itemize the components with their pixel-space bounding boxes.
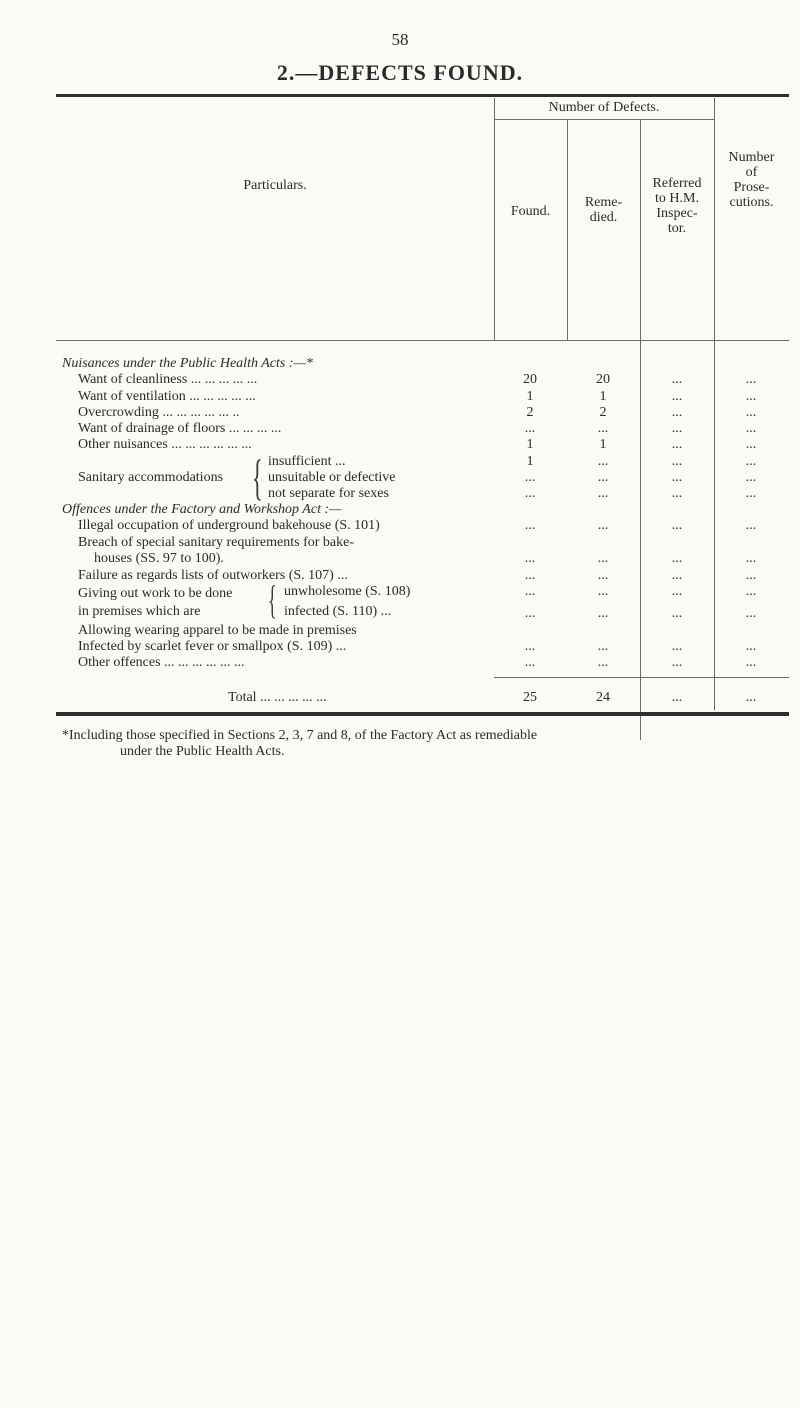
cell-prosecutions: ...: [745, 454, 757, 469]
cell-referred: ...: [671, 551, 683, 566]
row-label: Offences under the Factory and Workshop Act :—: [62, 502, 342, 517]
row-label: Other nuisances ... ... ... ... ... ...: [78, 437, 252, 452]
cell-remedied: 2: [599, 405, 607, 420]
cell-referred: ...: [671, 389, 683, 404]
total-remedied: 24: [596, 690, 610, 705]
cell-remedied: ...: [597, 551, 609, 566]
cell-referred: ...: [671, 606, 683, 621]
page-title: 2.—DEFECTS FOUND.: [276, 60, 524, 85]
cell-found: ...: [524, 606, 536, 621]
cell-prosecutions: ...: [745, 405, 757, 420]
footnote-line-2: under the Public Health Acts.: [120, 744, 285, 759]
top-rule: [56, 94, 789, 97]
group-label-giving-out-work: Giving out work to be done: [78, 586, 233, 601]
header-divider-found: [567, 120, 568, 340]
footnote-line-1: *Including those specified in Sections 2, 3, 7 and 8, of the Factory Act as remediable: [62, 728, 538, 743]
cell-referred: ...: [671, 655, 683, 670]
cell-referred: ...: [671, 470, 683, 485]
row-label: not separate for sexes: [268, 486, 389, 501]
brace-giving-out-work: {: [268, 577, 277, 622]
row-label: houses (SS. 97 to 100).: [94, 551, 224, 566]
cell-found: ...: [524, 470, 536, 485]
cell-prosecutions: ...: [745, 606, 757, 621]
header-referred-line-3: Inspec-: [656, 206, 698, 221]
cell-referred: ...: [671, 518, 683, 533]
cell-prosecutions: ...: [745, 655, 757, 670]
bottom-rule: [56, 712, 789, 716]
header-referred-line-2: to H.M.: [655, 191, 699, 206]
footnote: [62, 728, 792, 760]
cell-found: 1: [526, 437, 534, 452]
cell-remedied: ...: [597, 568, 609, 583]
cell-prosecutions: ...: [745, 551, 757, 566]
page-number: 58: [391, 30, 409, 49]
cell-remedied: ...: [597, 655, 609, 670]
cell-found: ...: [524, 568, 536, 583]
row-label: Overcrowding ... ... ... ... ... ..: [78, 405, 240, 420]
cell-prosecutions: ...: [745, 437, 757, 452]
row-label: Failure as regards lists of outworkers (S. 107) ...: [78, 568, 348, 583]
cell-found: ...: [524, 551, 536, 566]
total-referred: ...: [671, 690, 683, 705]
cell-found: 1: [526, 454, 534, 469]
row-label: Other offences ... ... ... ... ... ...: [78, 655, 245, 670]
header-prosecutions-line-1: Number: [728, 150, 775, 165]
total-prosecutions: ...: [745, 690, 757, 705]
cell-found: 20: [523, 372, 537, 387]
cell-remedied: 1: [599, 389, 607, 404]
total-label: Total ... ... ... ... ...: [228, 690, 327, 705]
row-label: Want of drainage of floors ... ... ... ...: [78, 421, 282, 436]
header-divider-particulars: [494, 98, 495, 340]
header-remedied: [567, 195, 640, 225]
header-bottom-rule: [56, 340, 789, 341]
header-referred-line-4: tor.: [667, 221, 687, 236]
defects-subheader-rule: [494, 119, 714, 120]
header-referred-line-1: Referred: [652, 176, 702, 191]
cell-found: 2: [526, 405, 534, 420]
row-label: Want of cleanliness ... ... ... ... ...: [78, 372, 258, 387]
header-prosecutions-line-4: cutions.: [729, 195, 774, 210]
cell-found: ...: [524, 518, 536, 533]
header-found: Found.: [510, 204, 551, 219]
cell-remedied: 20: [596, 372, 610, 387]
group-label-in-premises: in premises which are: [78, 604, 201, 619]
cell-remedied: 1: [599, 437, 607, 452]
row-label: insufficient ...: [268, 454, 346, 469]
cell-prosecutions: ...: [745, 421, 757, 436]
cell-remedied: ...: [597, 518, 609, 533]
cell-remedied: ...: [597, 454, 609, 469]
cell-found: ...: [524, 584, 536, 599]
cell-referred: ...: [671, 421, 683, 436]
cell-found: ...: [524, 421, 536, 436]
row-label: Breach of special sanitary requirements for bake-: [78, 535, 354, 550]
cell-prosecutions: ...: [745, 639, 757, 654]
cell-referred: ...: [671, 454, 683, 469]
cell-prosecutions: ...: [745, 372, 757, 387]
cell-remedied: ...: [597, 639, 609, 654]
cell-remedied: ...: [597, 470, 609, 485]
row-label: Infected by scarlet fever or smallpox (S. 109) ...: [78, 639, 347, 654]
header-prosecutions: [714, 150, 789, 210]
cell-remedied: ...: [597, 584, 609, 599]
header-remedied-line-2: died.: [589, 210, 618, 225]
cell-found: ...: [524, 486, 536, 501]
cell-remedied: ...: [597, 606, 609, 621]
header-prosecutions-line-3: Prose-: [733, 180, 770, 195]
cell-prosecutions: ...: [745, 486, 757, 501]
cell-referred: ...: [671, 405, 683, 420]
cell-prosecutions: ...: [745, 568, 757, 583]
total-rule: [494, 677, 789, 678]
cell-remedied: ...: [597, 486, 609, 501]
cell-remedied: ...: [597, 421, 609, 436]
header-remedied-line-1: Reme-: [584, 195, 623, 210]
cell-referred: ...: [671, 486, 683, 501]
total-found: 25: [523, 690, 537, 705]
cell-prosecutions: ...: [745, 389, 757, 404]
header-prosecutions-line-2: of: [745, 165, 758, 180]
row-label: Illegal occupation of underground bakehouse (S. 101): [78, 518, 380, 533]
cell-referred: ...: [671, 437, 683, 452]
cell-found: ...: [524, 639, 536, 654]
cell-referred: ...: [671, 372, 683, 387]
cell-referred: ...: [671, 639, 683, 654]
cell-found: ...: [524, 655, 536, 670]
cell-prosecutions: ...: [745, 470, 757, 485]
row-label: unsuitable or defective: [268, 470, 396, 485]
row-label: Nuisances under the Public Health Acts :—*: [62, 356, 313, 371]
cell-referred: ...: [671, 584, 683, 599]
cell-prosecutions: ...: [745, 518, 757, 533]
cell-referred: ...: [671, 568, 683, 583]
header-particulars: Particulars.: [243, 178, 307, 193]
cell-prosecutions: ...: [745, 584, 757, 599]
row-label: unwholesome (S. 108): [284, 584, 411, 599]
cell-found: 1: [526, 389, 534, 404]
header-referred: [640, 176, 714, 236]
row-label: Allowing wearing apparel to be made in premises: [78, 623, 357, 638]
brace-sanitary: {: [252, 449, 263, 505]
group-label-sanitary: Sanitary accommodations: [78, 470, 224, 485]
header-number-of-defects: Number of Defects.: [548, 100, 660, 115]
row-label: Want of ventilation ... ... ... ... ...: [78, 389, 256, 404]
row-label: infected (S. 110) ...: [284, 604, 392, 619]
